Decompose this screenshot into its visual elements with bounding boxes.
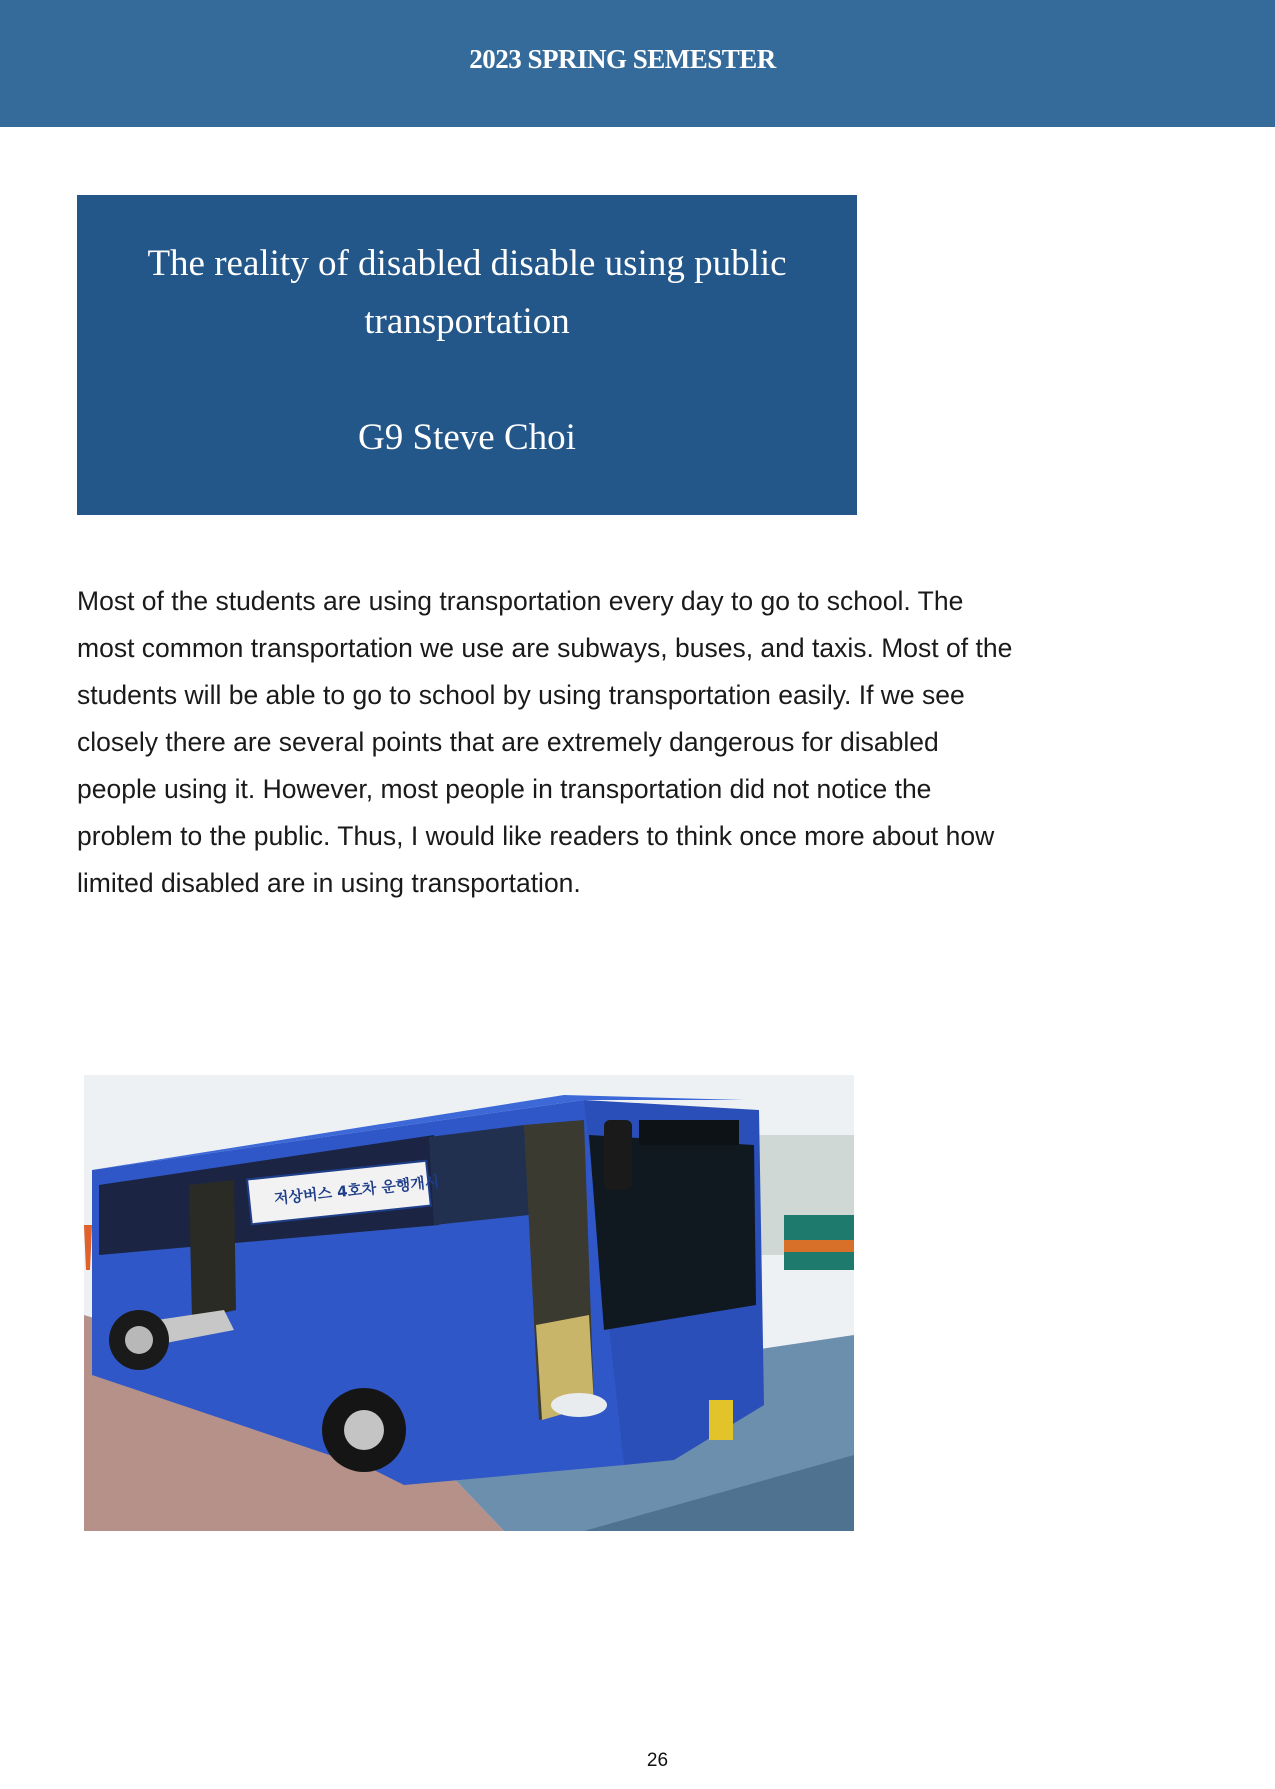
bus-banner-text: 저상버스 4호차 운행개시	[273, 1172, 441, 1208]
bus-illustration	[84, 1075, 854, 1531]
article-title-box	[77, 195, 857, 515]
bus-photo	[84, 1075, 854, 1531]
license-plate	[709, 1400, 733, 1440]
article-author: G9 Steve Choi	[358, 417, 576, 458]
middle-door	[189, 1180, 236, 1320]
headlight-icon	[551, 1393, 607, 1417]
header-title: 2023 SPRING SEMESTER	[469, 44, 776, 74]
header-band	[0, 0, 1275, 127]
page-number: 26	[646, 1750, 669, 1771]
side-mirror-icon	[604, 1120, 632, 1190]
article-title: The reality of disabled disable using public transportation	[147, 243, 787, 342]
destination-sign	[639, 1120, 739, 1145]
article-body: Most of the students are using transportation every day to go to school. The most common transportation we use are subways, buses, and taxis. Most of the students will be able to go to school by using transportation easily. If we see closely there are several points that are extremely dangerous for disabled people using it. However, most people in transportation did not notice the problem to the public. Thus, I would like readers to think once more about how limited disabled are in using transportation.	[77, 586, 1013, 898]
